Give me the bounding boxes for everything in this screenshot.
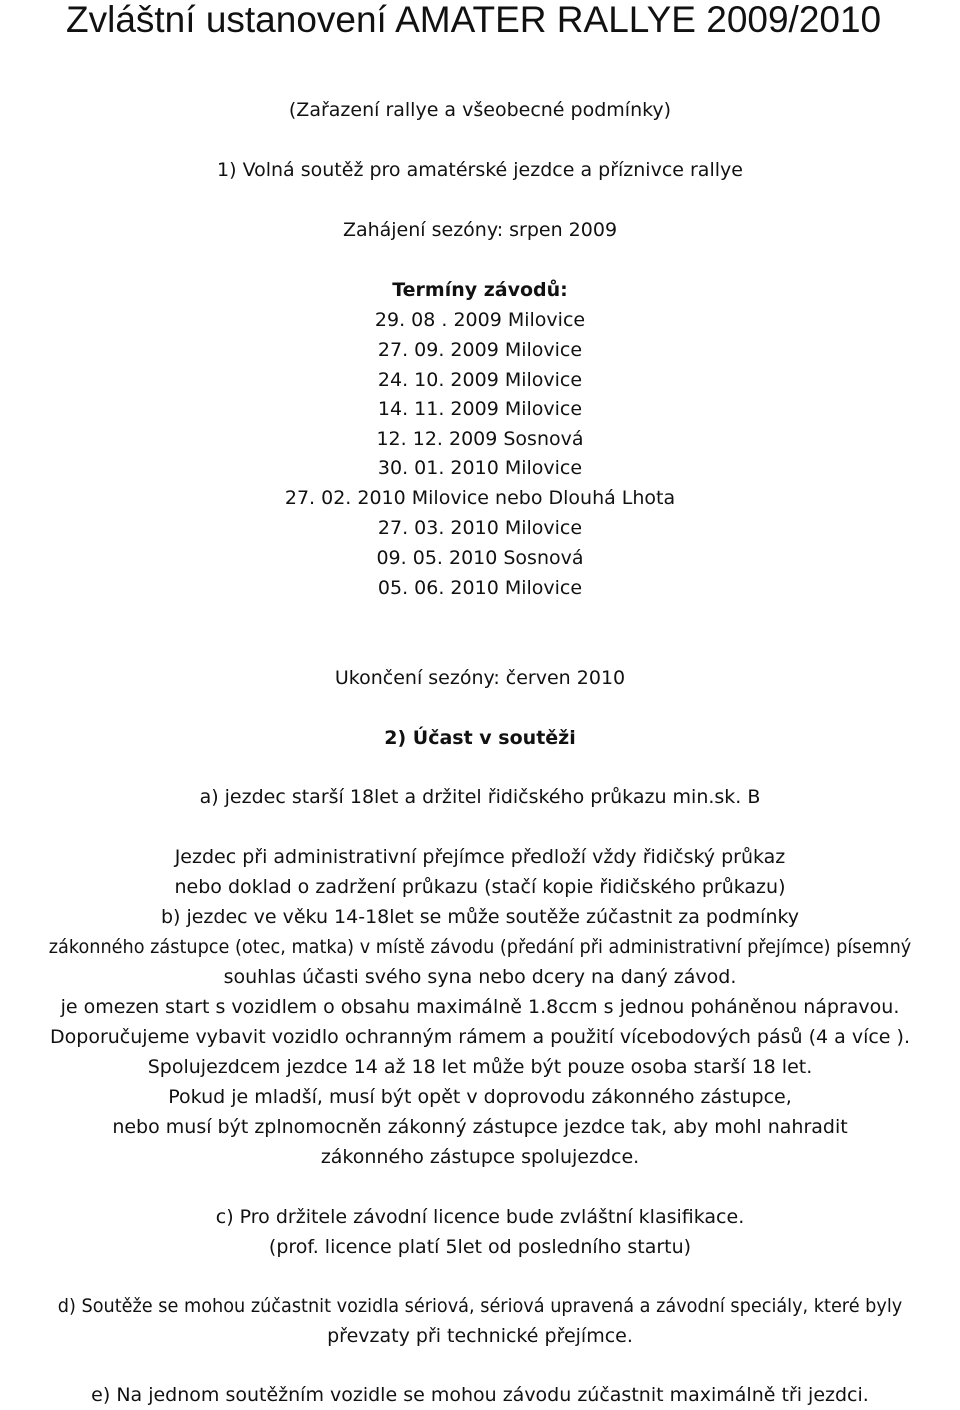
document-title: Zvláštní ustanovení AMATER RALLYE 2009/2010 [66,0,882,40]
rule-a: a) jezdec starší 18let a držitel řidičského průkazu min.sk. B [199,786,761,808]
race-date-item: 27. 02. 2010 Milovice nebo Dlouhá Lhota [284,487,676,509]
rules-body-line: nebo doklad o zadržení průkazu (stačí kopie řidičského průkazu) [174,876,786,898]
rules-body-line: Pokud je mladší, musí být opět v doprovodu zákonného zástupce, [168,1086,792,1108]
subtitle: (Zařazení rallye a všeobecné podmínky) [288,99,672,121]
race-date-item: 05. 06. 2010 Milovice [377,577,583,599]
rule-d-line1: d) Soutěže se mohou zúčastnit vozidla sériová, sériová upravená a závodní speciály, které byly [57,1295,903,1317]
race-date-item: 24. 10. 2009 Milovice [377,369,583,391]
rule-e: e) Na jednom soutěžním vozidle se mohou závodu zúčastnit maximálně tři jezdci. [91,1384,869,1406]
rules-body-line: Spolujezdcem jezdce 14 až 18 let může být pouze osoba starší 18 let. [147,1056,813,1078]
season-start: Zahájení sezóny: srpen 2009 [342,219,618,241]
rules-body-line: je omezen start s vozidlem o obsahu maximálně 1.8ccm s jednou poháněnou nápravou. [60,996,900,1018]
race-date-item: 29. 08 . 2009 Milovice [374,309,586,331]
rule-c: c) Pro držitele závodní licence bude zvláštní klasifikace. [215,1206,745,1228]
rules-body-line: zákonného zástupce spolujezdce. [320,1146,640,1168]
season-end: Ukončení sezóny: červen 2010 [334,667,626,689]
rules-body-line: Doporučujeme vybavit vozidlo ochranným rámem a použití vícebodových pásů (4 a více ). [50,1026,910,1048]
rules-body-line: souhlas účasti svého syna nebo dcery na daný závod. [223,966,737,988]
race-date-item: 27. 09. 2009 Milovice [377,339,583,361]
rules-body-line: nebo musí být zplnomocněn zákonný zástupce jezdce tak, aby mohl nahradit [112,1116,848,1138]
race-date-item: 12. 12. 2009 Sosnová [376,428,584,450]
race-date-item: 09. 05. 2010 Sosnová [376,547,584,569]
section1-heading: 1) Volná soutěž pro amatérské jezdce a příznivce rallye [217,159,743,181]
race-date-item: 27. 03. 2010 Milovice [377,517,583,539]
race-dates-heading: Termíny závodů: [392,279,568,301]
race-date-item: 14. 11. 2009 Milovice [377,398,583,420]
rule-d-line2: převzaty při technické přejímce. [327,1325,633,1347]
section2-heading: 2) Účast v soutěži [384,727,576,749]
rule-c-note: (prof. licence platí 5let od posledního startu) [268,1236,692,1258]
rules-body-line: zákonného zástupce (otec, matka) v místě závodu (předání při administrativní přejímce) písemný [48,936,912,958]
rules-body-line: Jezdec při administrativní přejímce předloží vždy řidičský průkaz [174,846,786,868]
race-date-item: 30. 01. 2010 Milovice [377,457,583,479]
rules-body-line: b) jezdec ve věku 14-18let se může soutěže zúčastnit za podmínky [160,906,800,928]
